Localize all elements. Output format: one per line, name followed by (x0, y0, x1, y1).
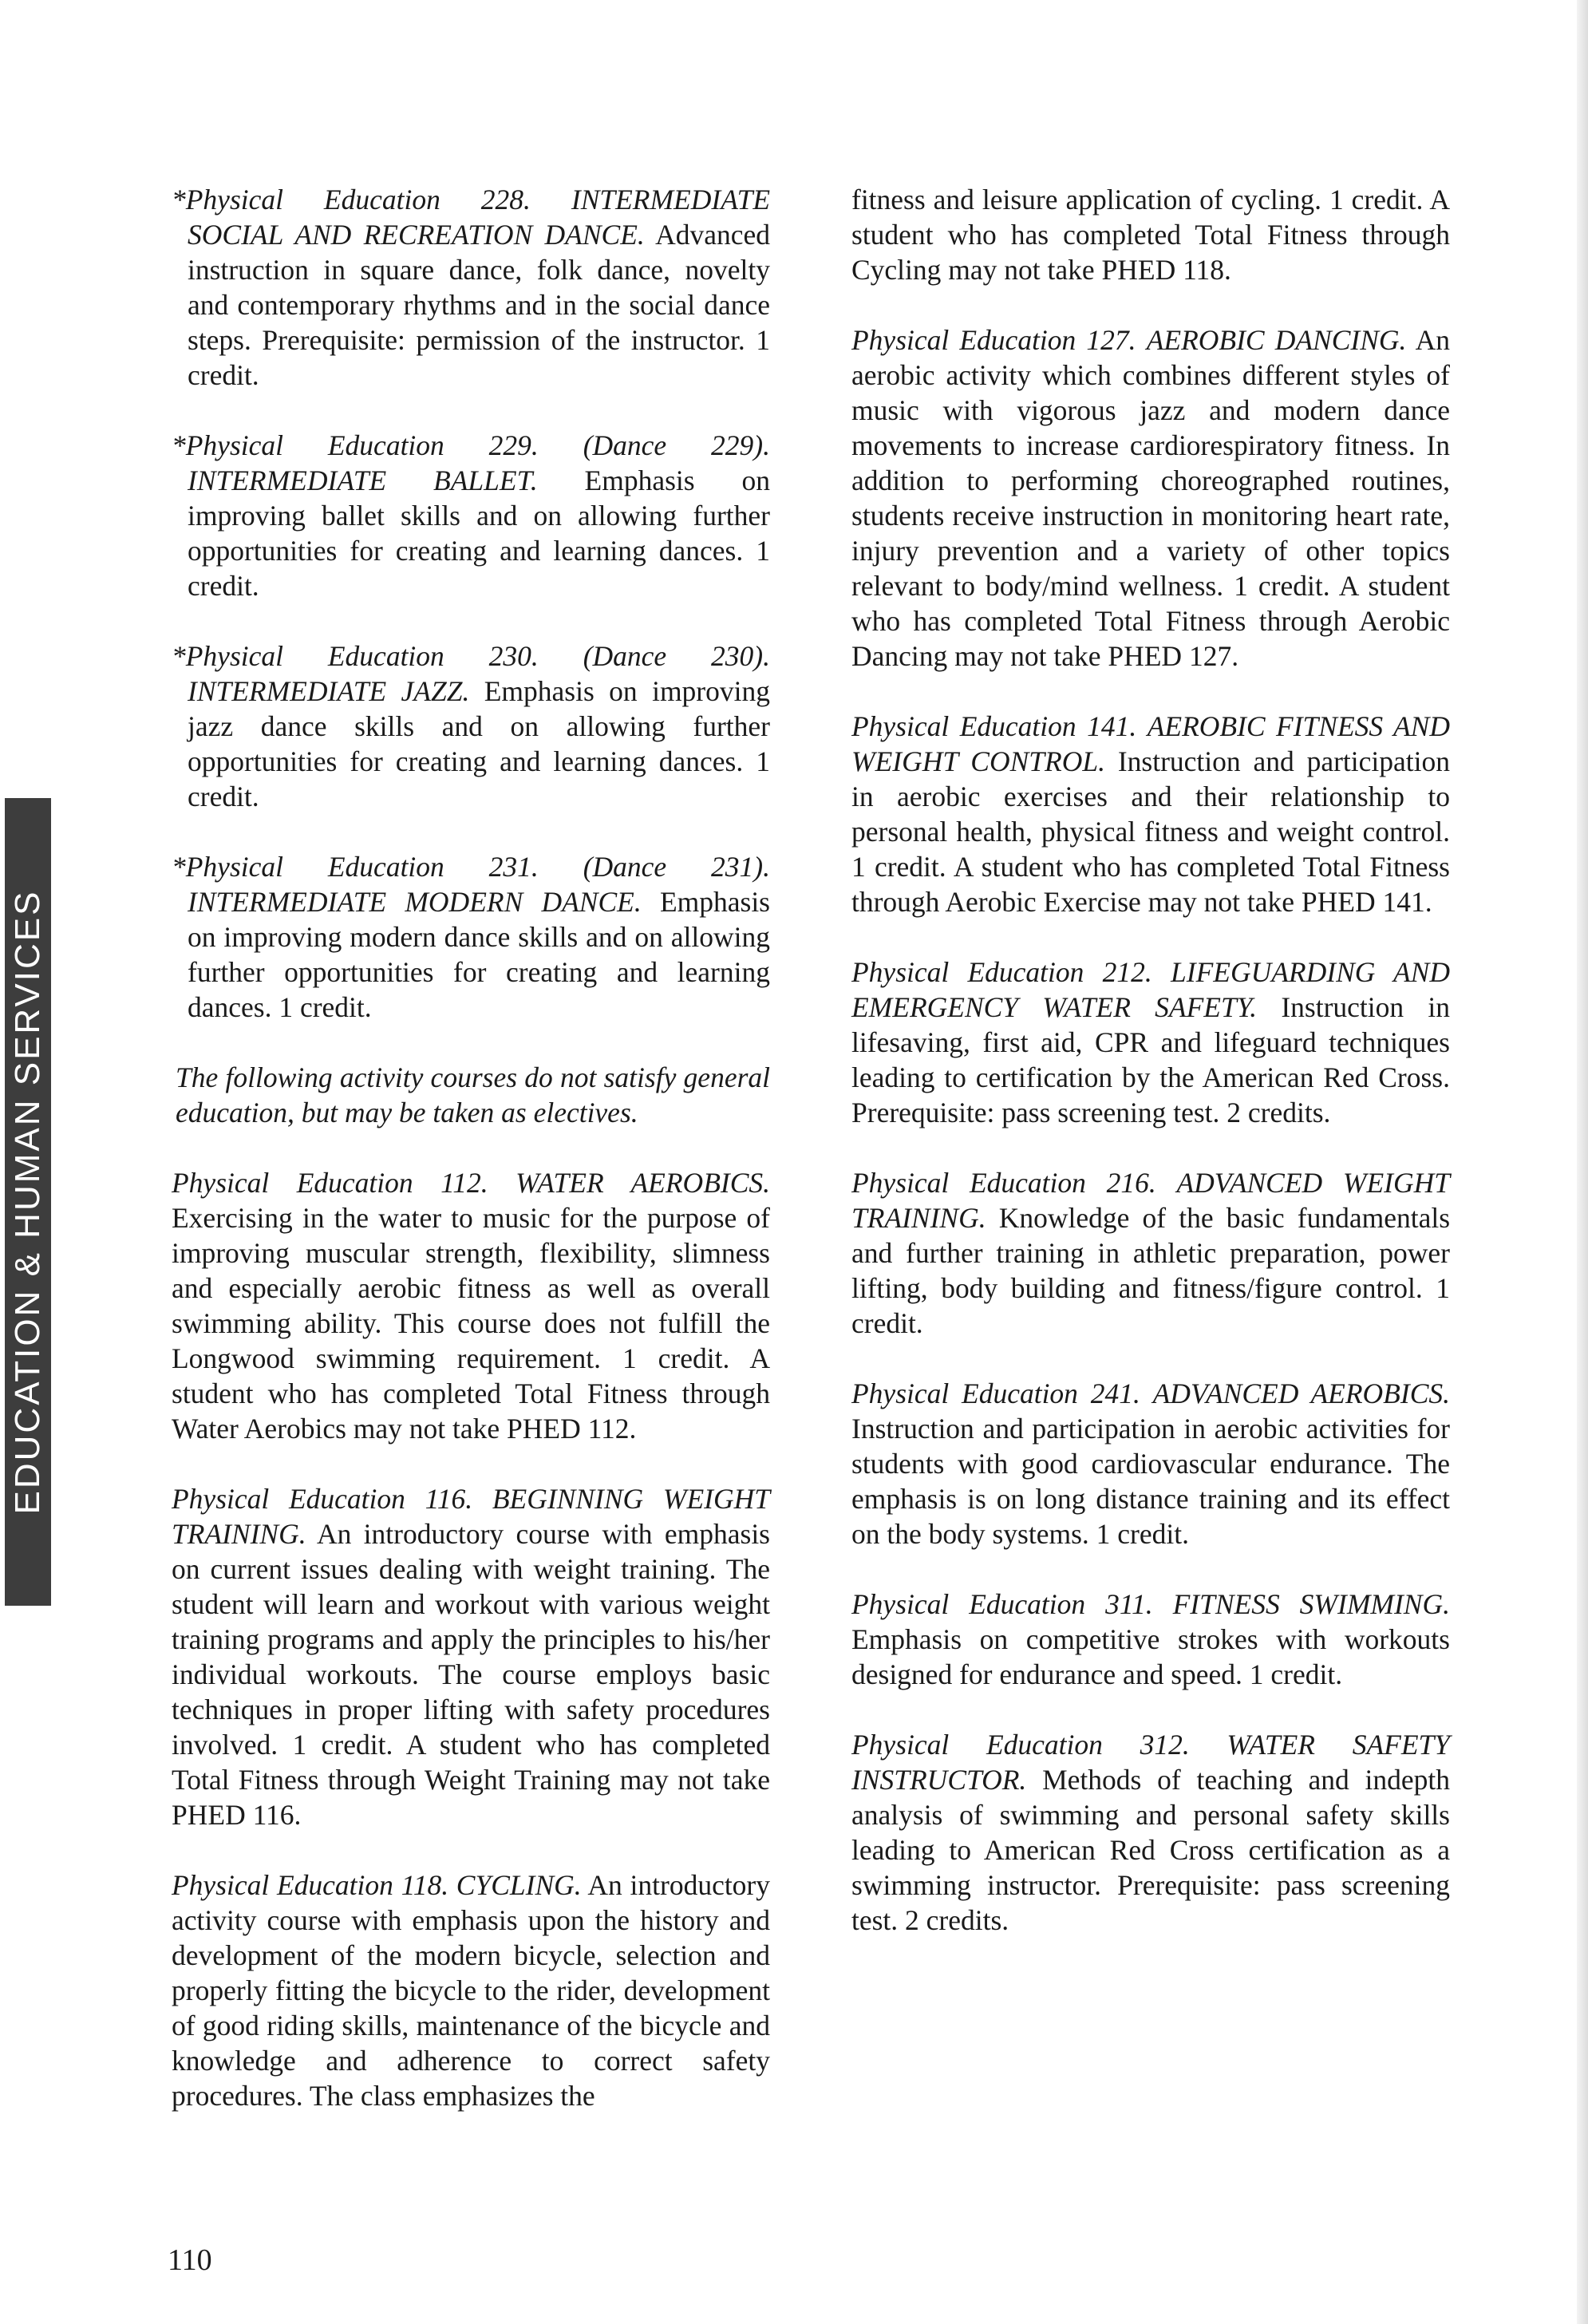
course-title: CYCLING. (456, 1869, 582, 1901)
course-number: Physical Education 118. (172, 1869, 449, 1901)
course-entry (851, 709, 1450, 919)
course-number: Physical Education 116. (172, 1483, 473, 1515)
course-description: Knowledge of the basic fundamentals and further training in athletic preparation, power lifting, body building and fitness/figure control. 1 credit. (851, 1202, 1451, 1339)
course-entry (851, 1587, 1450, 1692)
course-title: INTERMEDIATE SOCIAL AND RECREATION DANCE. (188, 184, 770, 251)
course-entry (172, 428, 770, 603)
course-entry (172, 1868, 770, 2113)
course-description: Methods of teaching and indepth analysis of swimming and personal safety skills leading to American Red Cross certification as a swimming instructor. Prerequisite: pass screening test. 2 credits. (851, 1764, 1450, 1936)
course-entry (172, 182, 770, 393)
course-number: Physical Education 312. (851, 1729, 1190, 1761)
course-title: INTERMEDIATE JAZZ. (188, 675, 470, 707)
course-entry (851, 955, 1450, 1130)
course-description: Instruction in lifesaving, first aid, CPR and lifeguard techniques leading to certification by the American Red Cross. Prerequisite: pass screening test. 2 credits. (851, 991, 1451, 1128)
course-title: LIFEGUARDING AND EMERGENCY WATER SAFETY. (851, 956, 1450, 1023)
course-title: BEGINNING WEIGHT TRAINING. (172, 1483, 770, 1550)
page-edge-shadow (1577, 0, 1588, 2324)
elective-note: The following activity courses do not satisfy general education, but may be taken as electives. (176, 1061, 770, 1128)
course-description: An introductory activity course with emphasis upon the history and development of the modern bicycle, selection and properly fitting the bicycle to the rider, development of good riding skills, maintenance of the bicycle and knowledge and adherence to correct safety procedures. The class emphasizes the (172, 1869, 771, 2112)
course-description: Emphasis on improving modern dance skills and on allowing further opportunities for creating and learning dances. 1 credit. (188, 886, 771, 1023)
course-title: WATER SAFETY INSTRUCTOR. (851, 1729, 1450, 1796)
course-title: AEROBIC FITNESS AND WEIGHT CONTROL. (851, 710, 1450, 777)
course-number: Physical Education 141. (851, 710, 1137, 742)
course-description: Exercising in the water to music for the purpose of improving muscular strength, flexibility, slimness and especially aerobic fitness as well as overall swimming ability. This course does not fulfill the Longwood swimming requirement. 1 credit. A student who has completed Total Fitness through Water Aerobics may not take PHED 112. (172, 1202, 770, 1445)
section-side-tab-label: EDUCATION & HUMAN SERVICES (8, 889, 47, 1515)
course-entry (172, 1481, 770, 1832)
course-entry (851, 1727, 1450, 1938)
course-number: Physical Education 212. (851, 956, 1152, 988)
course-number: Physical Education 216. (851, 1167, 1156, 1199)
course-continuation: fitness and leisure application of cycling. 1 credit. A student who has completed Total Fitness through Cycling may not take PHED 118. (851, 184, 1450, 286)
course-title: INTERMEDIATE BALLET. (188, 464, 538, 496)
course-description: Instruction and participation in aerobic exercises and their relationship to personal health, physical fitness and weight control. 1 credit. A student who has completed Total Fitness through Aerobic Exercise may not take PHED 141. (851, 745, 1451, 918)
course-title: FITNESS SWIMMING. (1172, 1588, 1450, 1620)
course-entry (172, 849, 770, 1025)
course-number: Physical Education 112. (172, 1167, 488, 1199)
course-title: WATER AEROBICS. (516, 1167, 771, 1199)
course-description: Emphasis on improving jazz dance skills and on allowing further opportunities for creating and learning dances. 1 credit. (188, 675, 770, 812)
course-title: ADVANCED AEROBICS. (1152, 1377, 1450, 1409)
course-number: Physical Education 311. (851, 1588, 1153, 1620)
course-number: Physical Education 127. (851, 324, 1136, 356)
course-description: Emphasis on competitive strokes with workouts designed for endurance and speed. 1 credit. (851, 1623, 1450, 1690)
page-number: 110 (168, 2243, 212, 2277)
course-entry (851, 1165, 1450, 1341)
course-description: An introductory course with emphasis on current issues dealing with weight training. The student will learn and workout with various weight training programs and apply the principles to his/her individual workouts. The course employs basic techniques in proper lifting with safety procedures involved. 1 credit. A student who has completed Total Fitness through Weight Training may not take PHED 116. (172, 1518, 770, 1831)
course-description: Instruction and participation in aerobic activities for students with good cardiovascular endurance. The emphasis is on long distance training and its effect on the body systems. 1 credit. (851, 1413, 1450, 1550)
course-entry (172, 1165, 770, 1446)
right-column (851, 182, 1450, 1973)
course-title: INTERMEDIATE MODERN DANCE. (188, 886, 642, 918)
course-number: *Physical Education 231. (Dance 231). (172, 851, 770, 883)
course-number: *Physical Education 228. (172, 184, 531, 215)
course-entry (851, 1376, 1450, 1551)
course-description: Advanced instruction in square dance, folk dance, novelty and contemporary rhythms and in the social dance steps. Prerequisite: permission of the instructor. 1 credit. (188, 219, 771, 391)
course-description: An aerobic activity which combines different styles of music with vigorous jazz and modern dance movements to increase cardiorespiratory fitness. In addition to performing choreographed routines, students receive instruction in monitoring heart rate, injury prevention and a variety of other topics relevant to body/mind wellness. 1 credit. A student who has completed Total Fitness through Aerobic Dancing may not take PHED 127. (851, 324, 1450, 672)
course-number: *Physical Education 230. (Dance 230). (172, 640, 770, 672)
course-title: ADVANCED WEIGHT TRAINING. (851, 1167, 1450, 1234)
course-entry (172, 638, 770, 814)
course-number: Physical Education 241. (851, 1377, 1140, 1409)
left-column (172, 182, 770, 2148)
course-title: AEROBIC DANCING. (1146, 324, 1407, 356)
course-number: *Physical Education 229. (Dance 229). (172, 429, 770, 461)
course-entry (851, 322, 1450, 674)
course-description: Emphasis on improving ballet skills and on allowing further opportunities for creating and learning dances. 1 credit. (188, 464, 770, 602)
